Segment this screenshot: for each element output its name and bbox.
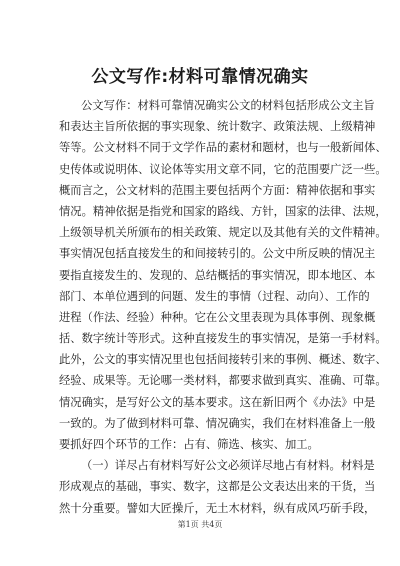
paragraph-line: 情况确实，是写好公文的基本要求。这在新旧两个《办法》中是	[59, 395, 376, 409]
paragraph-line: 等等。公文材料不同于文学作品的素材和题材，也与一般新闻体、	[59, 141, 387, 155]
paragraph-line: 和表达主旨所依据的事实现象、统计数字、政策法规、上级精神	[59, 120, 376, 134]
paragraph-line: 公文写作：材料可靠情况确实公文的材料包括形成公文主旨	[81, 99, 375, 112]
paragraph-line: 事实情况包括直接发生的和间接转引的。公文中所反映的情况主	[59, 247, 376, 261]
paragraph-line: 此外，公文的事实情况里也包括间接转引来的事例、概述、数字、	[59, 353, 387, 367]
document-title: 公文写作:材料可靠情况确实	[91, 67, 309, 87]
paragraph-line: 进程（作法、经验）种种。它在公文里表现为具体事例、现象概	[59, 310, 376, 324]
paragraph-line: 要抓好四个环节的工作：占有、筛选、核实、加工。	[59, 438, 319, 451]
paragraph-line: 部门、本单位遇到的问题、发生的事情（过程、动向）、工作的	[59, 289, 370, 303]
paragraph-line: 上级领导机关所颁布的相关政策、规定以及其他有关的文件精神。	[59, 226, 387, 240]
paragraph-line: 情况。精神依据是指党和国家的路线、方针，国家的法律、法规，	[59, 204, 387, 218]
paragraph-line: 经验、成果等。无论哪一类材料，都要求做到真实、准确、可靠。	[59, 374, 387, 388]
document-body	[59, 95, 387, 519]
page-footer: 第1页 共4页	[177, 520, 223, 529]
paragraph-line: （一）详尽占有材料写好公文必须详尽地占有材料。材料是	[81, 459, 375, 473]
paragraph-line: 史传体或说明体、议论体等实用文章不同，它的范围要广泛一些。	[59, 162, 387, 176]
paragraph-line: 然十分重要。譬如大匠操斤，无土木材料，纵有成风巧斫手段，	[59, 501, 376, 515]
paragraph-line: 要指直接发生的、发现的、总结概括的事实情况，即本地区、本	[59, 268, 376, 282]
paragraph-line: 一致的。为了做到材料可靠、情况确实，我们在材料准备上一般	[59, 416, 376, 430]
paragraph-line: 概而言之，公文材料的范围主要包括两个方面：精神依据和事实	[59, 183, 376, 197]
paragraph-line: 形成观点的基础，事实、数字，这都是公文表达出来的干货，当	[59, 480, 376, 494]
paragraph-line: 括、数字统计等形式。这种直接发生的事实情况，是第一手材料。	[59, 332, 387, 346]
